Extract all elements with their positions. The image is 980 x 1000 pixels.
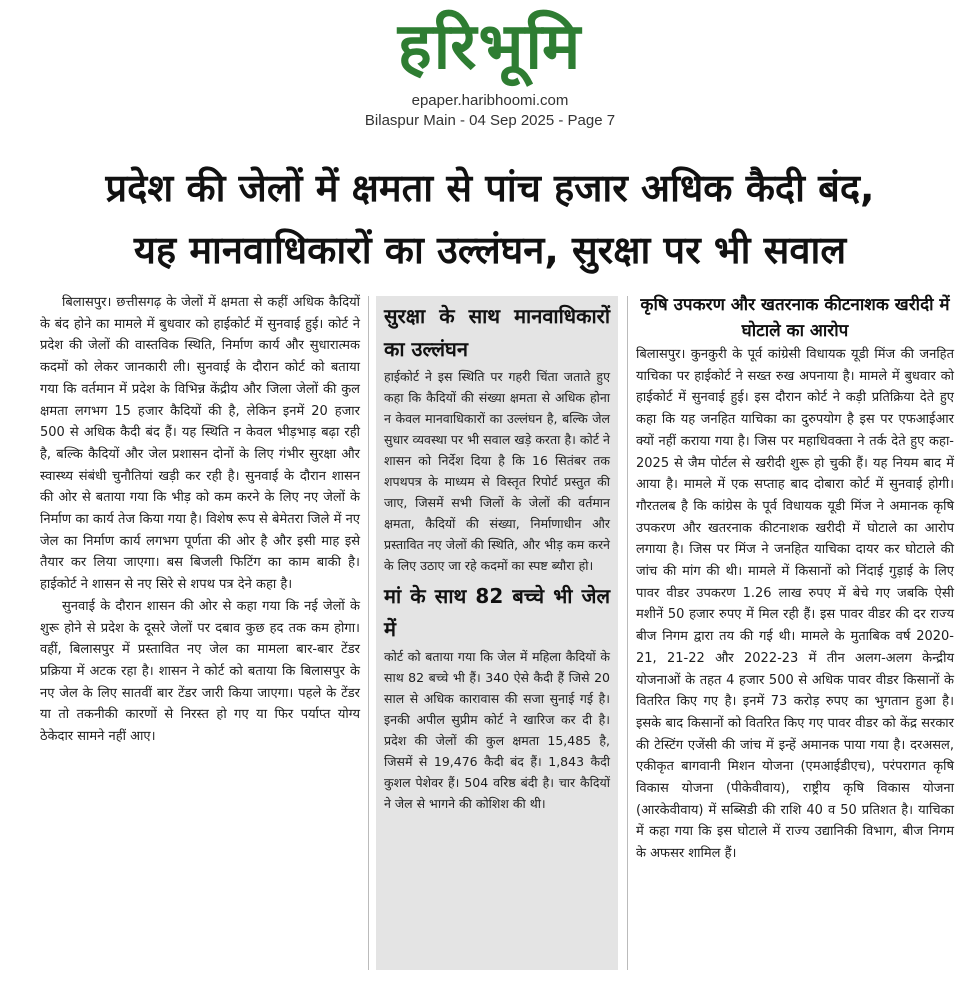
sidebar-paragraph: हाईकोर्ट ने इस स्थिति पर गहरी चिंता जताते हुए कहा कि कैदियों की संख्या क्षमता से अधिक होना न केवल मानवाधिकारों का उल्लंघन है, बल्कि जेल सुधार व्यवस्था पर भी सवाल खड़े करता है। कोर्ट ने शासन को निर्देश दिया है कि 16 सितंबर तक शपथपत्र के माध्यम से विस्तृत रिपोर्ट प्रस्तुत की जाए, जिसमें सभी जिलों के जेलों की वर्तमान क्षमता, कैदियों की संख्या, निर्माणाधीन और प्रस्तावित नए जेलों की स्थिति, और भीड़ कम करने के लिए उठाए जा रहे कदमों का स्पष्ट ब्यौरा हो।: [384, 369, 610, 573]
right-article-column: [636, 292, 954, 865]
sidebar-box: [376, 296, 618, 970]
headline-line-1: प्रदेश की जेलों में क्षमता से पांच हजार अधिक कैदी बंद,: [105, 166, 875, 210]
column-divider: [627, 296, 628, 970]
left-article-column: [40, 292, 360, 748]
newspaper-logo: हरिभूमि: [397, 10, 583, 84]
article-paragraph: बिलासपुर। छत्तीसगढ़ के जेलों में क्षमता से कहीं अधिक कैदियों के बंद होने का मामले में बुधवार को हाईकोर्ट में सुनवाई हुई। कोर्ट ने प्रदेश की जेलों की वास्तविक स्थिति, निर्माण कार्य और सुधारात्मक कदमों को लेकर जानकारी ली। सुनवाई के दौरान कोर्ट को बताया गया कि वर्तमान में प्रदेश के विभिन्न केंद्रीय और जिला जेलों की कुल क्षमता लगभग 15 हजार कैदियों की है, लेकिन इनमें 20 हजार 500 से अधिक कैदी बंद हैं। यह स्थिति न केवल भीड़भाड़ बढ़ा रही है, बल्कि कैदियों और जेल प्रशासन दोनों के लिए गंभीर सुरक्षा और स्वास्थ्य संबंधी चुनौतियां खड़ी कर रही है। सुनवाई के दौरान शासन की ओर से बताया गया कि भीड़ को कम करने के लिए नए जेलों के निर्माण का कार्य तेज किया गया है। विशेष रूप से बेमेतरा जिले में नए जेल का निर्माण कार्य लगभग पूर्णता की ओर है और इसी माह इसे तैयार कर लिया जाएगा। बस बिजली फिटिंग का काम बाकी है। हाईकोर्ट ने शासन से नए सिरे से शपथ पत्र देने कहा है।: [40, 295, 360, 593]
headline-line-2: यह मानवाधिकारों का उल्लंघन, सुरक्षा पर भी सवाल: [133, 228, 847, 272]
article-paragraph: सुनवाई के दौरान शासन की ओर से कहा गया कि नई जेलों के शुरू होने से प्रदेश के दूसरे जेलों पर दबाव कुछ हद तक कम होगा। वहीं, बिलासपुर में प्रस्तावित नए जेल का मामला बार-बार टेंडर प्रक्रिया में अटक रहा है। शासन ने कोर्ट को बताया कि बिलासपुर के नए जेल के लिए सातवीं बार टेंडर जारी किया जाएगा। पहले के टेंडर या तो तकनीकी कारणों से निरस्त हो गए या फिर पर्याप्त योग्य ठेकेदार सामने नहीं आए।: [40, 598, 360, 745]
sidebar-heading: सुरक्षा के साथ मानवाधिकारों का उल्लंघन: [384, 304, 610, 361]
article-paragraph: बिलासपुर। कुनकुरी के पूर्व कांग्रेसी विधायक यूडी मिंज की जनहित याचिका पर हाईकोर्ट ने सख्त रुख अपनाया है। मामले में बुधवार को हाईकोर्ट में सुनवाई हुई। इस दौरान कोर्ट ने कड़ी प्रतिक्रिया देते हुए कहा कि यह जनहित याचिका का दुरुपयोग है इस पर एफआईआर क्यों नहीं कराया गया है। जिस पर महाधिवक्ता ने तर्क देते हुए कहा- 2025 से जैम पोर्टल से खरीदी शुरू हो चुकी हैं। यह नियम बाद में आया है। मामले में एक सप्ताह बाद दोबारा कोर्ट में सुनवाई होगी। गौरतलब है कि कांग्रेस के पूर्व विधायक यूडी मिंज ने अमानक कृषि उपकरण और खतरनाक कीटनाशक खरीदी में घोटाले का आरोप लगाया है। जिस पर मिंज ने जनहित याचिका दायर कर घोटाले की जांच की मांग की थी। मामले में किसानों को निंदाई गुड़ाई के लिए पावर वीडर उपकरण 1.26 लाख रुपए में बेचे गए जबकि ऐसी मशीनें 50 हजार रुपए में मिल रही हैं। इस पावर वीडर की दर राज्य बीज निगम द्वारा तय की गई थी। मामले के मुताबिक वर्ष 2020-21, 21-22 और 2022-23 में तीन अलग-अलग केन्द्रीय योजनाओं के तहत 4 हजार 500 से अधिक पावर वीडर किसानों के वितरित किए गए है। इनमें 73 करोड़ रुपए का भुगतान हुआ है। इसके बाद किसानों को वितरित किए गए पावर वीडर को केंद्र सरकार की टेस्टिंग एजेंसी की जांच में इन्हें अमानक पाया गया है। दरअसल, एकीकृत बागवानी मिशन योजना (एमआईडीएच), परंपरागत कृषि विकास योजना (पीकेवीवाय), राष्ट्रीय कृषि विकास योजना (आरकेवीवाय) में सब्सिडी की राशि 40 व 50 प्रतिशत है। याचिका में कहा गया कि इस घोटाले में राज्य उद्यानिकी विभाग, बीज निगम के अफसर शामिल हैं।: [636, 347, 954, 862]
sidebar-heading: मां के साथ 82 बच्चे भी जेल में: [384, 584, 610, 641]
site-url: epaper.haribhoomi.com: [411, 92, 569, 109]
right-article-heading: कृषि उपकरण और खतरनाक कीटनाशक खरीदी में घोटाले का आरोप: [640, 295, 950, 341]
edition-info: Bilaspur Main - 04 Sep 2025 - Page 7: [364, 112, 616, 129]
masthead: [0, 0, 980, 140]
column-divider: [368, 296, 369, 970]
sidebar-paragraph: कोर्ट को बताया गया कि जेल में महिला कैदियों के साथ 82 बच्चे भी हैं। 340 ऐसे कैदी हैं जिसे 20 साल से अधिक कारावास की सजा सुनाई गई है। इनकी अपील सुप्रीम कोर्ट ने खारिज कर दी है। प्रदेश की जेलों की कुल क्षमता 15,485 है, जिसमें से 19,476 कैदी बंद हैं। 1,843 कैदी कुशल पेशेवर हैं। 504 वरिष्ठ बंदी है। चार कैदियों ने जेल से भागने की कोशिश की थी।: [384, 649, 610, 811]
